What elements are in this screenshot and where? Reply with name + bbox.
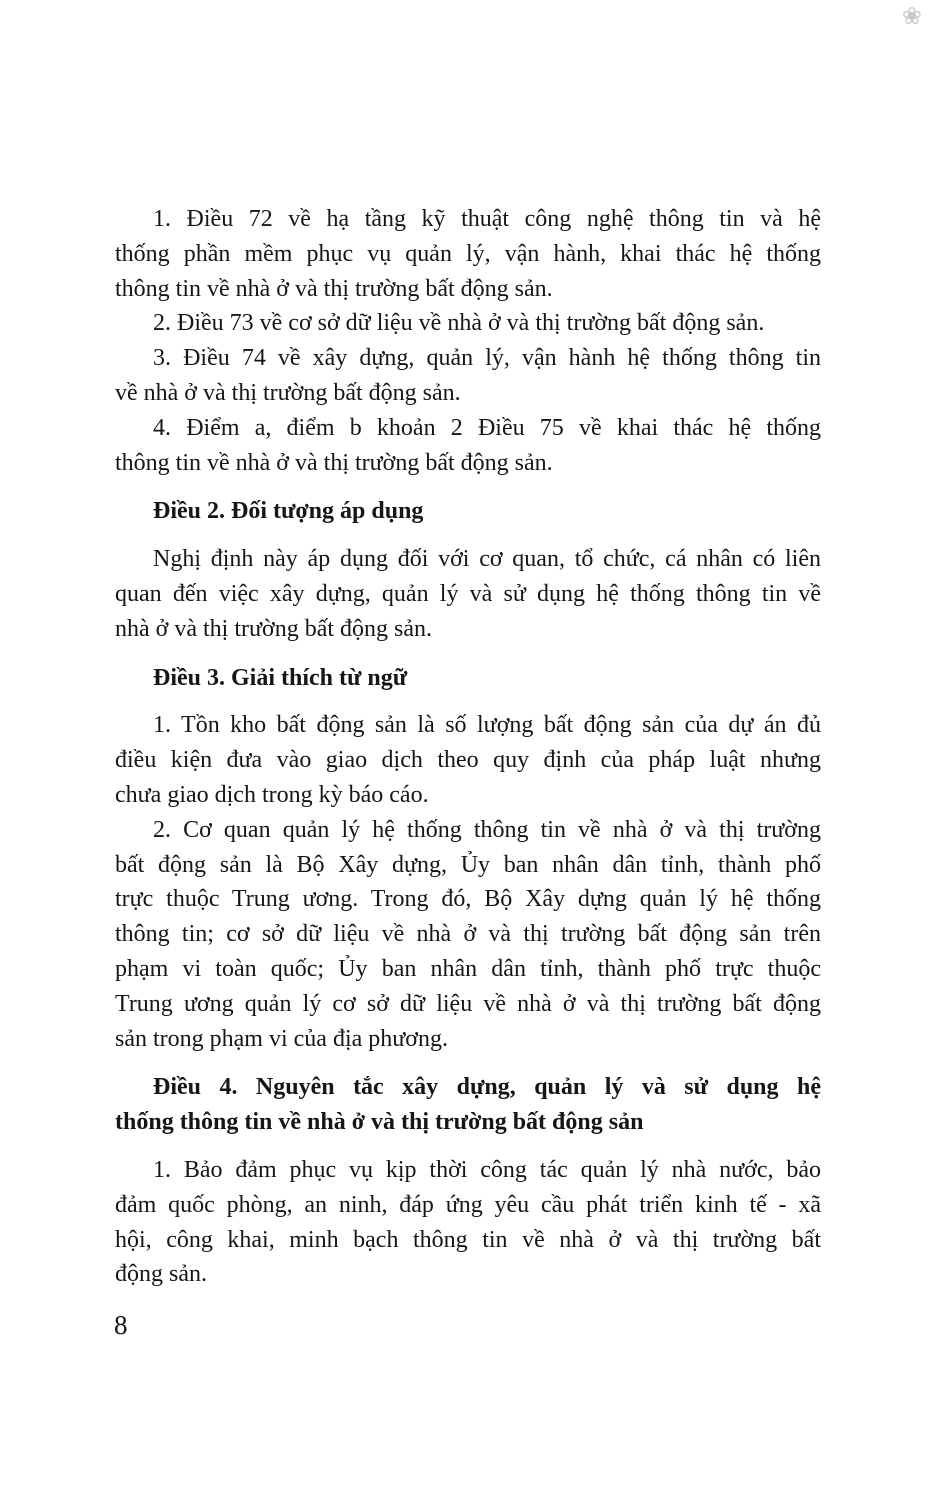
text-line: 1. Điều 72 về hạ tầng kỹ thuật công nghệ thông tin và hệ [153, 206, 821, 232]
text-line: Điều 2. Đối tượng áp dụng [153, 498, 424, 525]
paragraph [115, 813, 821, 1057]
paragraph [115, 341, 821, 411]
text-line: 4. Điểm a, điểm b khoản 2 Điều 75 về khai thác hệ thống [153, 414, 821, 441]
text-line: chưa giao dịch trong kỳ báo cáo. [115, 781, 429, 808]
text-line: 2. Cơ quan quản lý hệ thống thông tin về nhà ở và thị trường [153, 816, 821, 843]
text-line: thông tin về nhà ở và thị trường bất động sản. [115, 449, 553, 476]
paragraph [115, 411, 821, 481]
text-line: Nghị định này áp dụng đối với cơ quan, tổ chức, cá nhân có liên [153, 546, 821, 573]
text-line: thông tin về nhà ở và thị trường bất động sản. [115, 275, 553, 302]
paragraph [115, 708, 821, 812]
text-line: sản trong phạm vi của địa phương. [115, 1025, 448, 1052]
flower-icon: ❀ [901, 2, 922, 30]
article-heading [115, 494, 821, 529]
text-line: thống thông tin về nhà ở và thị trường bất động sản [115, 1109, 644, 1136]
paragraph [115, 1153, 821, 1292]
text-line: Điều 3. Giải thích từ ngữ [153, 664, 408, 691]
article-heading [115, 661, 821, 696]
text-line: 3. Điều 74 về xây dựng, quản lý, vận hành hệ thống thông tin [153, 345, 821, 372]
text-line: 1. Tồn kho bất động sản là số lượng bất động sản của dự án đủ [153, 712, 821, 739]
text-line: hội, công khai, minh bạch thông tin về nhà ở và thị trường bất [115, 1226, 821, 1253]
text-line: 2. Điều 73 về cơ sở dữ liệu về nhà ở và thị trường bất động sản. [153, 310, 765, 337]
text-line: Điều 4. Nguyên tắc xây dựng, quản lý và sử dụng hệ [153, 1074, 821, 1101]
text-line: nhà ở và thị trường bất động sản. [115, 615, 433, 642]
text-line: đảm quốc phòng, an ninh, đáp ứng yêu cầu phát triển kinh tế - xã [115, 1191, 821, 1218]
text-line: về nhà ở và thị trường bất động sản. [115, 379, 461, 406]
text-line: Trung ương quản lý cơ sở dữ liệu về nhà ở và thị trường bất động [115, 990, 821, 1017]
text-line: động sản. [115, 1261, 207, 1288]
text-line: trực thuộc Trung ương. Trong đó, Bộ Xây dựng quản lý hệ thống [115, 886, 821, 913]
text-line: điều kiện đưa vào giao dịch theo quy định của pháp luật nhưng [115, 747, 821, 774]
text-line: 1. Bảo đảm phục vụ kịp thời công tác quản lý nhà nước, bảo [153, 1156, 821, 1183]
text-line: thống phần mềm phục vụ quản lý, vận hành, khai thác hệ thống [115, 240, 821, 267]
text-column [115, 202, 821, 1292]
text-line: bất động sản là Bộ Xây dựng, Ủy ban nhân dân tỉnh, thành phố [115, 851, 821, 878]
text-line: thông tin; cơ sở dữ liệu về nhà ở và thị trường bất động sản trên [115, 921, 821, 948]
text-line: quan đến việc xây dựng, quản lý và sử dụng hệ thống thông tin về [115, 580, 821, 607]
article-heading [115, 1070, 821, 1140]
text-line: phạm vi toàn quốc; Ủy ban nhân dân tỉnh, thành phố trực thuộc [115, 955, 821, 982]
paragraph [115, 306, 821, 341]
paragraph [115, 202, 821, 306]
paragraph [115, 542, 821, 646]
page-number: 8 [114, 1310, 128, 1340]
